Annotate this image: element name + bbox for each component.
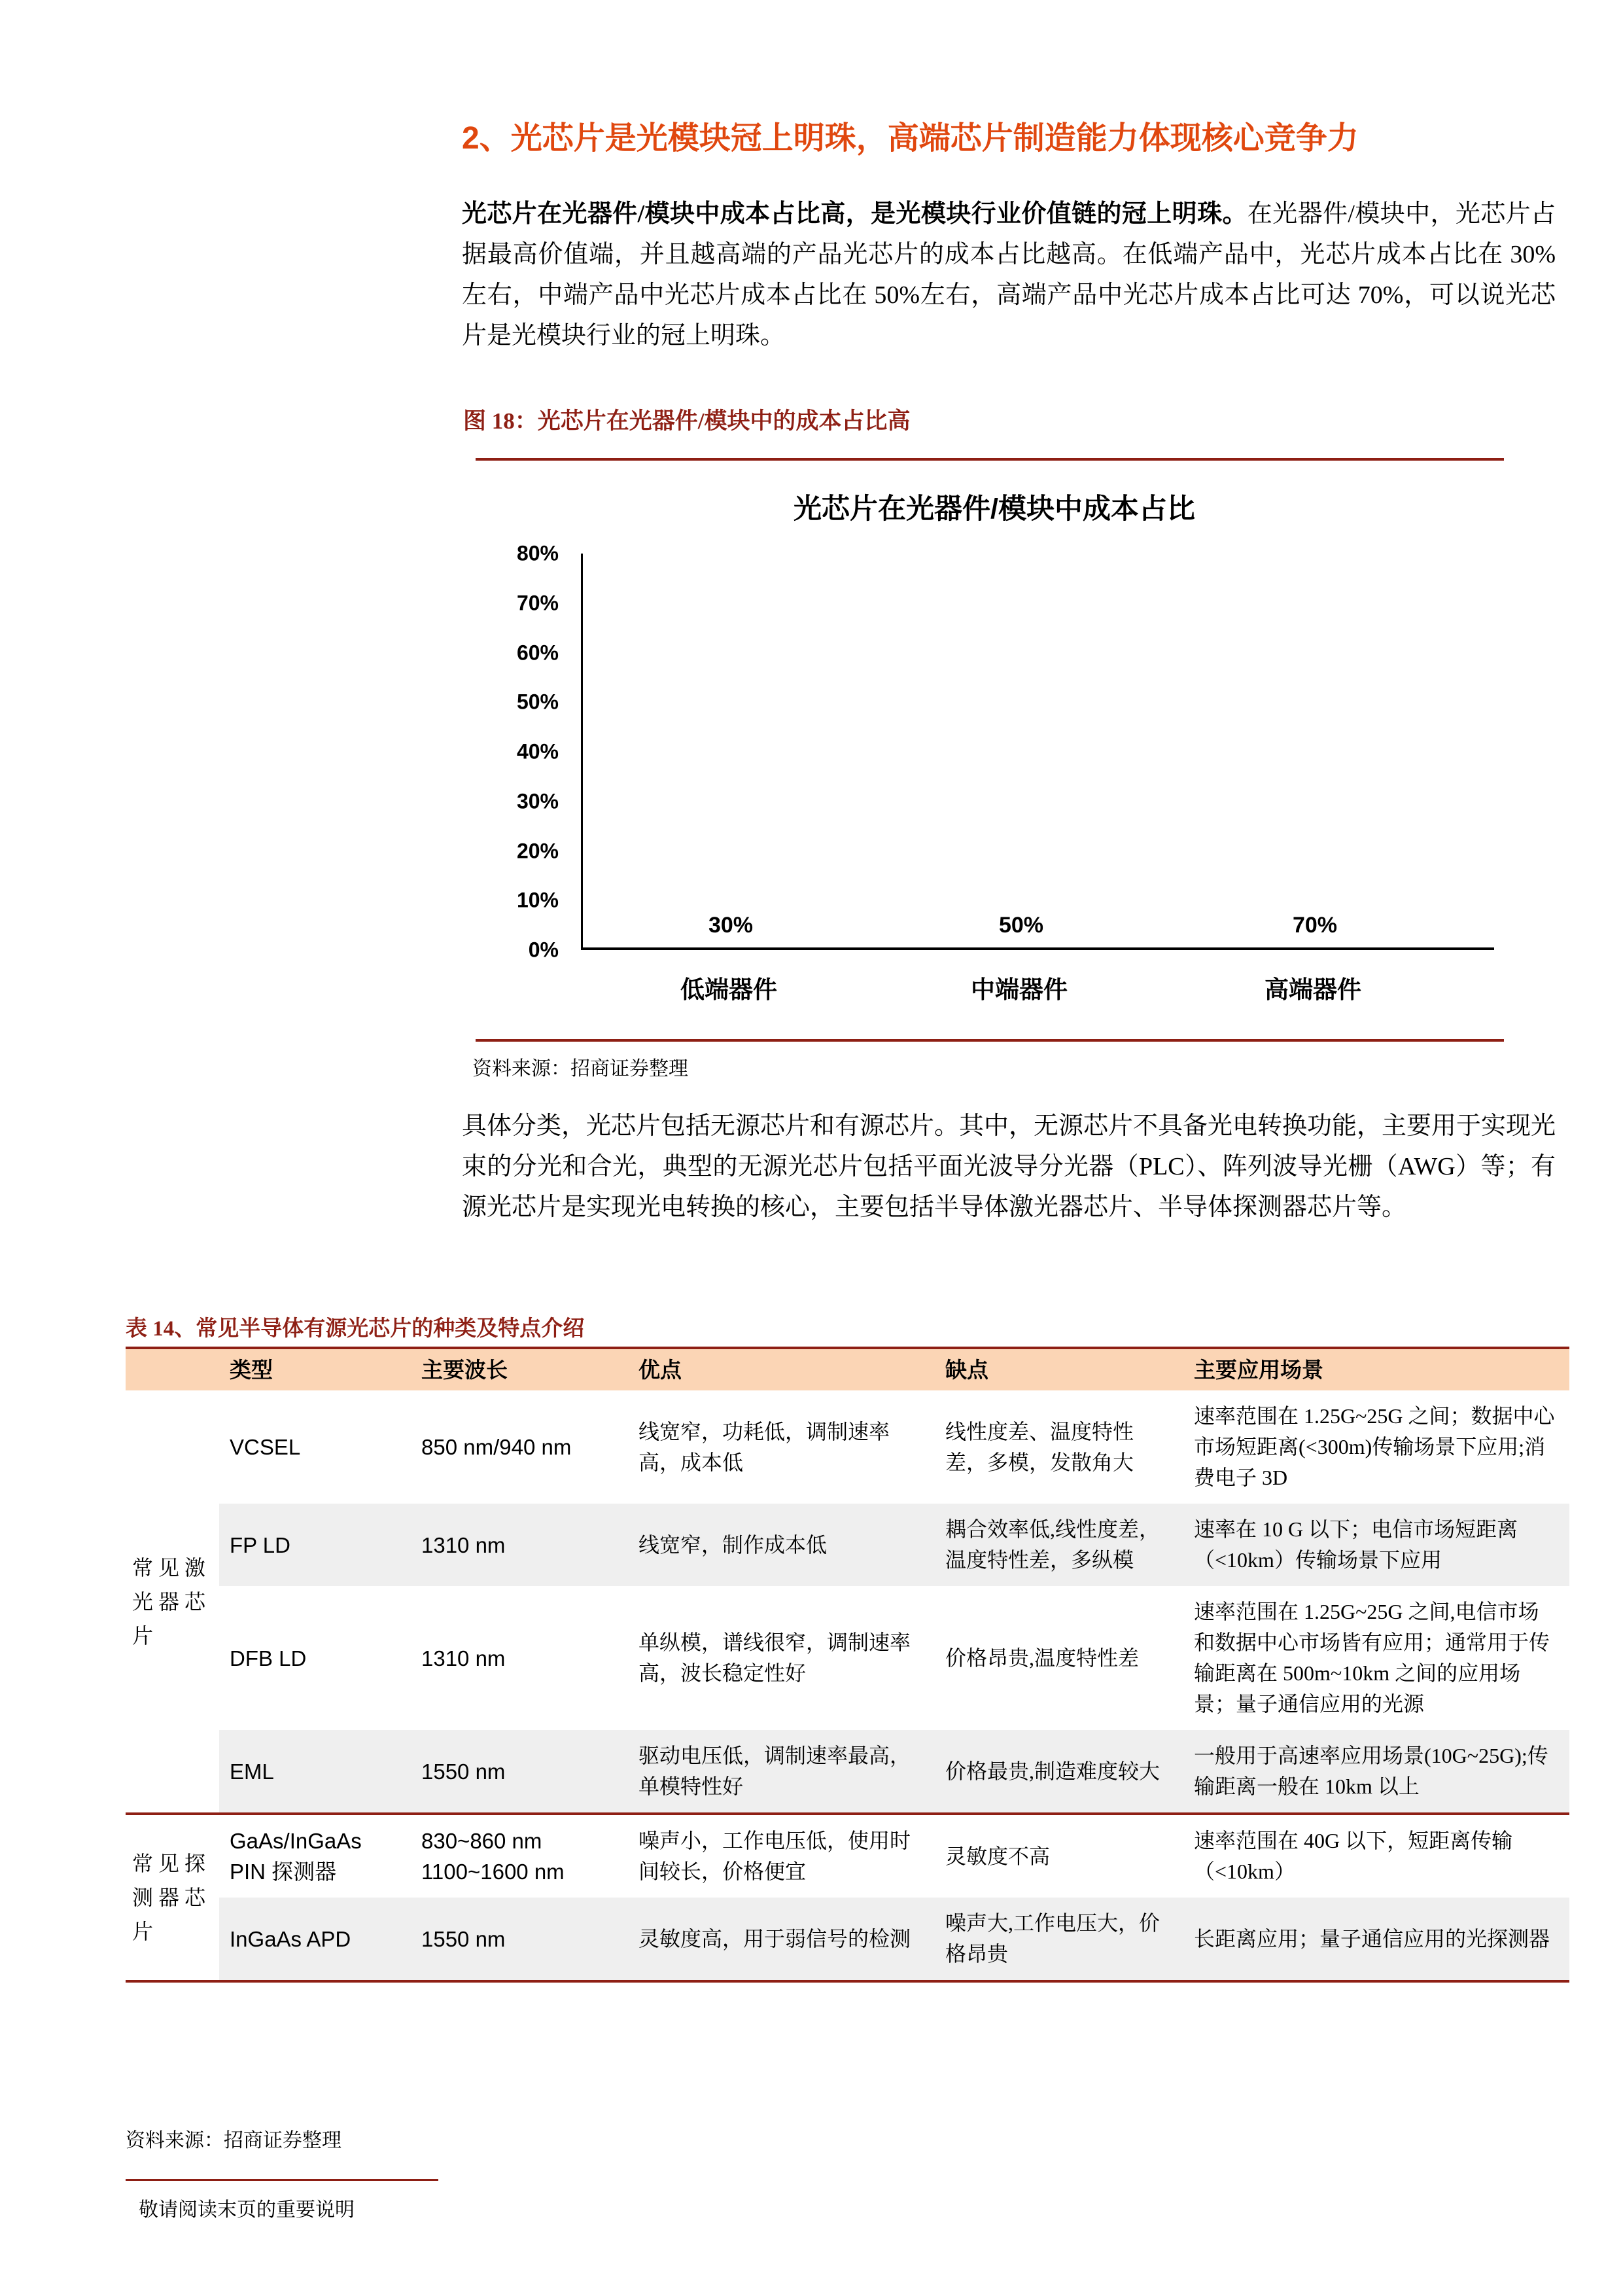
cell-pros: 灵敏度高，用于弱信号的检测 — [628, 1898, 935, 1981]
figure-bottom-rule — [476, 1039, 1504, 1042]
header-apps: 主要应用场景 — [1183, 1348, 1569, 1390]
y-tick: 20% — [516, 839, 559, 862]
cell-pros: 单纵模，谱线很窄，调制速率高，波长稳定性好 — [638, 1631, 911, 1685]
cell-wavelength: 850 nm/940 nm — [421, 1435, 572, 1459]
cell-type: InGaAs APD — [219, 1898, 411, 1981]
header-group-empty — [126, 1348, 219, 1390]
table-row-pin — [126, 1814, 1569, 1898]
y-tick: 50% — [516, 690, 559, 714]
cell-apps: 长距离应用；量子通信应用的光探测器 — [1183, 1898, 1569, 1981]
bar-chart-plot-area — [581, 554, 1494, 950]
y-tick: 30% — [516, 789, 559, 813]
group-label-lasers: 常 见 激 光 器 芯 片 — [126, 1390, 219, 1814]
cell-type: EML — [219, 1730, 411, 1814]
table-caption: 表 14、常见半导体有源光芯片的种类及特点介绍 — [126, 1317, 585, 1341]
cell-wavelength: 1310 nm — [411, 1504, 628, 1586]
figure-source-note: 资料来源：招商证券整理 — [472, 1058, 688, 1080]
header-pros: 优点 — [628, 1348, 935, 1390]
table-row-eml — [126, 1730, 1569, 1814]
cell-type: FP LD — [219, 1504, 411, 1586]
cell-wavelength: 1550 nm — [411, 1898, 628, 1981]
cell-pros: 线宽窄，制作成本低 — [628, 1504, 935, 1586]
group-label-detectors: 常 见 探 测 器 芯 片 — [126, 1814, 219, 1981]
table-row-apd — [126, 1898, 1569, 1981]
table-source-note: 资料来源：招商证券整理 — [126, 2130, 341, 2151]
y-tick: 10% — [516, 888, 559, 912]
y-tick: 0% — [528, 938, 559, 962]
cell-pros: 驱动电压低，调制速率最高，单模特性好 — [628, 1730, 935, 1814]
cell-type: VCSEL — [230, 1435, 301, 1459]
y-tick: 60% — [516, 641, 559, 664]
header-cons: 缺点 — [935, 1348, 1183, 1390]
paragraph-lead-bold: 光芯片在光器件/模块中成本占比高，是光模块行业价值链的冠上明珠。 — [462, 200, 1248, 228]
bar-column-mid-end — [963, 913, 1079, 947]
cell-apps: 速率在 10 G 以下；电信市场短距离（<10km）传输场景下应用 — [1183, 1504, 1569, 1586]
cell-cons: 耦合效率低,线性度差，温度特性差，多纵模 — [935, 1504, 1183, 1586]
bar-value-label: 70% — [1292, 913, 1338, 938]
cell-wavelength: 830~860 nm 1100~1600 nm — [411, 1814, 628, 1898]
bar-column-low-end — [672, 913, 789, 947]
y-tick: 70% — [516, 591, 559, 615]
cell-wavelength: 1310 nm — [421, 1646, 506, 1670]
cell-cons: 线性度差、温度特性差，多模，发散角大 — [945, 1419, 1134, 1474]
bar-value-label: 50% — [998, 913, 1044, 938]
cell-cons: 价格昂贵,温度特性差 — [945, 1646, 1140, 1670]
cell-apps: 一般用于高速率应用场景(10G~25G);传输距离一般在 10km 以上 — [1183, 1730, 1569, 1814]
y-axis-labels — [445, 541, 569, 962]
cell-cons: 噪声大,工作电压大，价格昂贵 — [935, 1898, 1183, 1981]
cell-type: GaAs/InGaAs PIN 探测器 — [219, 1814, 411, 1898]
x-axis-label-low: 低端器件 — [680, 976, 777, 1003]
table-row-fpld — [126, 1504, 1569, 1586]
x-axis-label-high: 高端器件 — [1265, 976, 1361, 1003]
header-wavelength: 主要波长 — [411, 1348, 628, 1390]
chip-types-table — [126, 1347, 1569, 1983]
y-tick: 80% — [516, 541, 559, 565]
footer-rule — [126, 2179, 438, 2181]
bar-value-label: 30% — [708, 913, 754, 938]
cell-pros: 线宽窄，功耗低，调制速率高，成本低 — [638, 1419, 890, 1474]
bar-column-high-end — [1257, 913, 1373, 947]
cell-cons: 价格最贵,制造难度较大 — [935, 1730, 1183, 1814]
chart-title: 光芯片在光器件/模块中成本占比 — [794, 493, 1195, 525]
cell-pros: 噪声小，工作电压低，使用时间较长，价格便宜 — [628, 1814, 935, 1898]
table-row-dfbld — [126, 1586, 1569, 1730]
cell-cons: 灵敏度不高 — [935, 1814, 1183, 1898]
figure-caption: 图 18：光芯片在光器件/模块中的成本占比高 — [463, 408, 911, 434]
cell-type: DFB LD — [230, 1646, 307, 1670]
header-type: 类型 — [219, 1348, 411, 1390]
footer-disclaimer: 敬请阅读末页的重要说明 — [139, 2199, 355, 2221]
cell-apps: 速率范围在 1.25G~25G 之间；数据中心市场短距离(<300m)传输场景下应用;消费电子 3D — [1194, 1404, 1555, 1489]
body-paragraph-1 — [462, 194, 1556, 356]
figure-top-rule — [476, 458, 1504, 461]
body-paragraph-2: 具体分类，光芯片包括无源芯片和有源芯片。其中，无源芯片不具备光电转换功能，主要用于实现光束的分光和合光，典型的无源光芯片包括平面光波导分光器（PLC）、阵列波导光栅（AWG）等；有源光芯片是实现光电转换的核心，主要包括半导体激光器芯片、半导体探测器芯片等。 — [462, 1112, 1556, 1221]
cell-wavelength: 1550 nm — [411, 1730, 628, 1814]
table-row-vcsel — [126, 1390, 1569, 1504]
y-tick: 40% — [516, 739, 559, 764]
x-axis-label-mid: 中端器件 — [971, 976, 1068, 1003]
cell-apps: 速率范围在 1.25G~25G 之间,电信市场和数据中心市场皆有应用；通常用于传输距离在 500m~10km 之间的应用场景；量子通信应用的光源 — [1194, 1600, 1550, 1716]
section-heading: 2、光芯片是光模块冠上明珠，高端芯片制造能力体现核心竞争力 — [462, 121, 1359, 156]
table-header-row — [126, 1348, 1569, 1390]
cell-apps: 速率范围在 40G 以下，短距离传输（<10km） — [1183, 1814, 1569, 1898]
paragraph-rest: 在光器件/模块中，光芯片占据最高价值端，并且越高端的产品光芯片的成本占比越高。在低端产品中，光芯片成本占比在 30%左右，中端产品中光芯片成本占比在 50%左右，高端产品中光芯片成本占比可达 70%，可以说光芯片是光模块行业的冠上明珠。 — [462, 200, 1556, 349]
